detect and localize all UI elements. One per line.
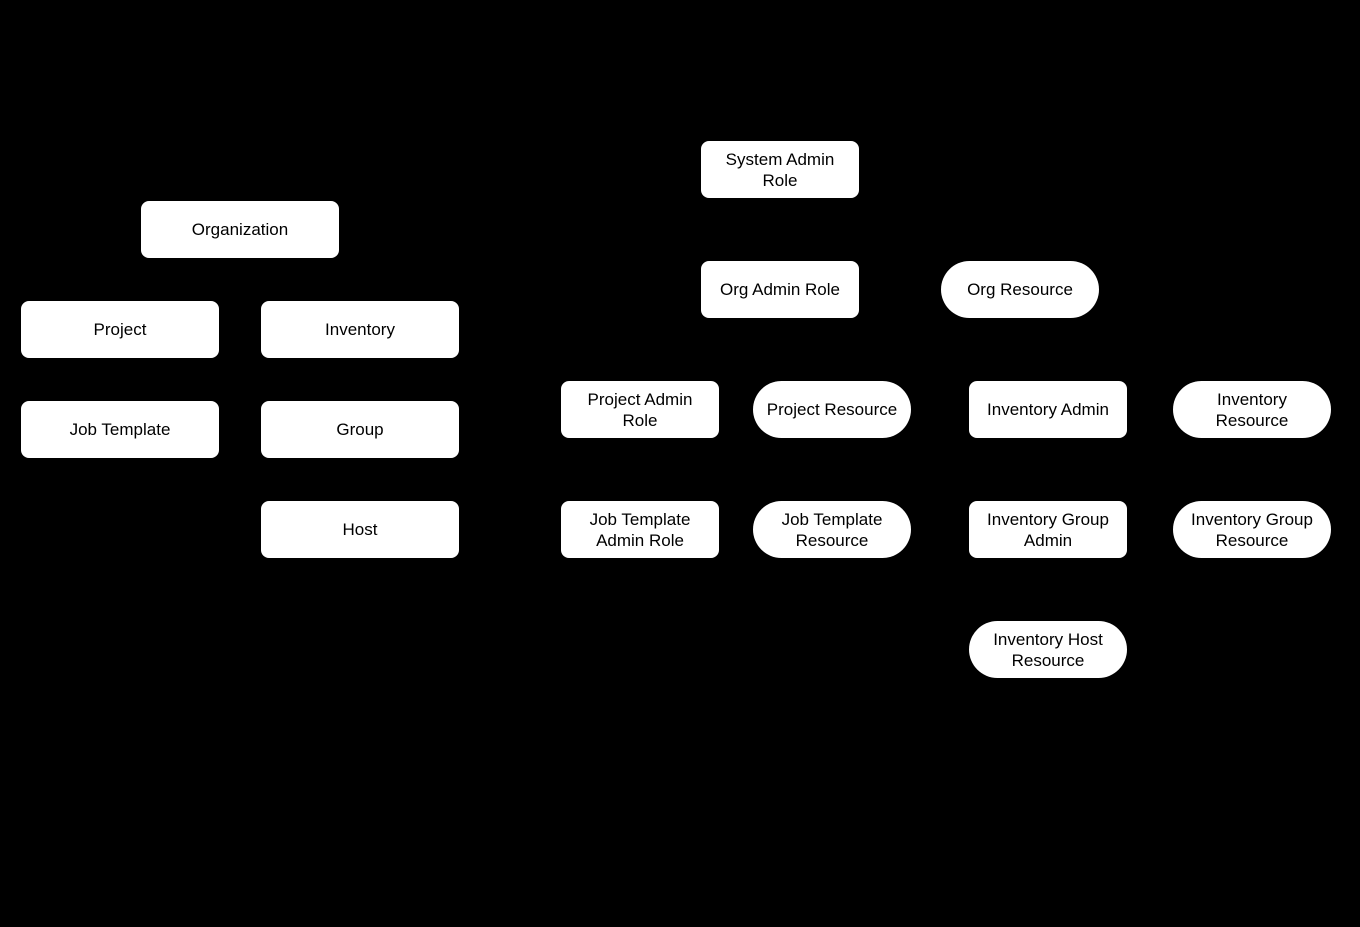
node-inventory: Inventory: [261, 301, 459, 358]
node-job-template: Job Template: [21, 401, 219, 458]
node-inventory-admin: Inventory Admin: [969, 381, 1127, 438]
node-job-template-admin-role: Job Template Admin Role: [561, 501, 719, 558]
node-inventory-group-resource: Inventory Group Resource: [1173, 501, 1331, 558]
node-system-admin-role: System Admin Role: [701, 141, 859, 198]
node-host: Host: [261, 501, 459, 558]
node-org-resource: Org Resource: [941, 261, 1099, 318]
node-project-resource: Project Resource: [753, 381, 911, 438]
node-group: Group: [261, 401, 459, 458]
node-job-template-resource: Job Template Resource: [753, 501, 911, 558]
node-inventory-resource: Inventory Resource: [1173, 381, 1331, 438]
node-inventory-host-resource: Inventory Host Resource: [969, 621, 1127, 678]
node-inventory-group-admin: Inventory Group Admin: [969, 501, 1127, 558]
node-organization: Organization: [141, 201, 339, 258]
node-project: Project: [21, 301, 219, 358]
node-project-admin-role: Project Admin Role: [561, 381, 719, 438]
node-org-admin-role: Org Admin Role: [701, 261, 859, 318]
